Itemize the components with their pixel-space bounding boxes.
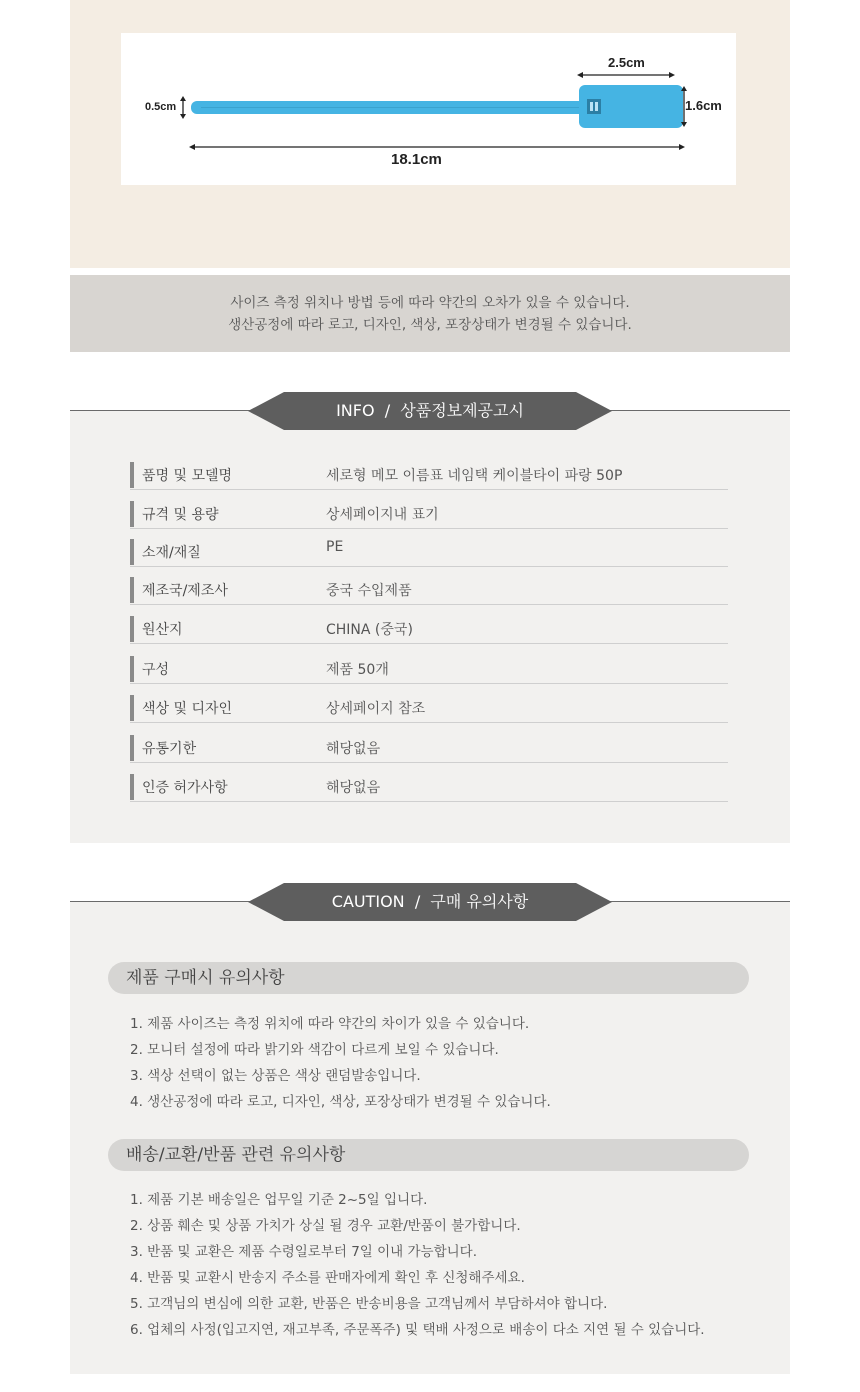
info-value: 중국 수입제품 [326,583,412,599]
info-section-header [70,392,790,430]
info-value: 제품 50개 [326,662,389,678]
info-row [130,615,728,644]
list-item: 2. 모니터 설정에 따라 밝기와 색감이 다르게 보일 수 있습니다. [130,1042,499,1058]
dim-length-label: 18.1cm [391,151,442,168]
info-row [130,538,728,567]
purchase-caution-list [130,1011,551,1115]
info-row [130,576,728,605]
list-item: 4. 생산공정에 따라 로고, 디자인, 색상, 포장상태가 변경될 수 있습니다. [130,1094,551,1110]
info-row [130,694,728,723]
info-key: 색상 및 디자인 [142,701,233,717]
info-value: 세로형 메모 이름표 네임택 케이블타이 파랑 50P [326,468,623,484]
info-key: 구성 [142,662,170,678]
product-image [121,33,736,185]
list-item: 6. 업체의 사정(입고지연, 재고부족, 주문폭주) 및 택배 사정으로 배송이 다소 지연 될 수 있습니다. [130,1322,705,1338]
notice-line-1: 사이즈 측정 위치나 방법 등에 따라 약간의 오차가 있을 수 있습니다. [230,295,630,311]
notice-bar [70,275,790,352]
info-key: 품명 및 모델명 [142,468,233,484]
info-row [130,461,728,490]
list-item: 2. 상품 훼손 및 상품 가치가 상실 될 경우 교환/반품이 불가합니다. [130,1218,521,1234]
info-row [130,500,728,529]
info-row [130,734,728,763]
list-item: 1. 제품 사이즈는 측정 위치에 따라 약간의 차이가 있을 수 있습니다. [130,1016,530,1032]
dim-tag-height-label: 1.6cm [685,98,722,113]
info-key: 인증 허가사항 [142,780,228,796]
info-key: 규격 및 용량 [142,507,219,523]
info-key: 원산지 [142,622,183,638]
dim-width-label: 0.5cm [145,101,177,113]
info-value: 상세페이지 참조 [326,701,426,717]
info-value: CHINA (중국) [326,622,413,638]
dim-tag-width-label: 2.5cm [608,55,645,70]
list-item: 3. 반품 및 교환은 제품 수령일로부터 7일 이내 가능합니다. [130,1244,477,1260]
info-title: INFO / 상품정보제공고시 [336,401,524,420]
caution-section-header [70,883,790,921]
delivery-caution-list [130,1187,705,1343]
info-key: 소재/재질 [142,545,201,561]
list-item: 4. 반품 및 교환시 반송지 주소를 판매자에게 확인 후 신청해주세요. [130,1270,525,1286]
info-value: 해당없음 [326,741,381,757]
info-row [130,655,728,684]
info-row [130,773,728,802]
caution-panel [70,901,790,1374]
delivery-caution-heading: 배송/교환/반품 관련 유의사항 [108,1139,749,1171]
info-value: 상세페이지내 표기 [326,507,439,523]
list-item: 5. 고객님의 변심에 의한 교환, 반품은 반송비용을 고객님께서 부담하셔야 합니다. [130,1296,608,1312]
info-key: 제조국/제조사 [142,583,228,599]
product-image-area [70,0,790,268]
info-value: PE [326,539,344,555]
notice-line-2: 생산공정에 따라 로고, 디자인, 색상, 포장상태가 변경될 수 있습니다. [228,317,632,333]
list-item: 1. 제품 기본 배송일은 업무일 기준 2~5일 입니다. [130,1192,428,1208]
info-key: 유통기한 [142,741,197,757]
purchase-caution-heading: 제품 구매시 유의사항 [108,962,749,994]
caution-title: CAUTION / 구매 유의사항 [331,892,529,911]
list-item: 3. 색상 선택이 없는 상품은 색상 랜덤발송입니다. [130,1068,421,1084]
info-value: 해당없음 [326,780,381,796]
info-panel [70,410,790,843]
